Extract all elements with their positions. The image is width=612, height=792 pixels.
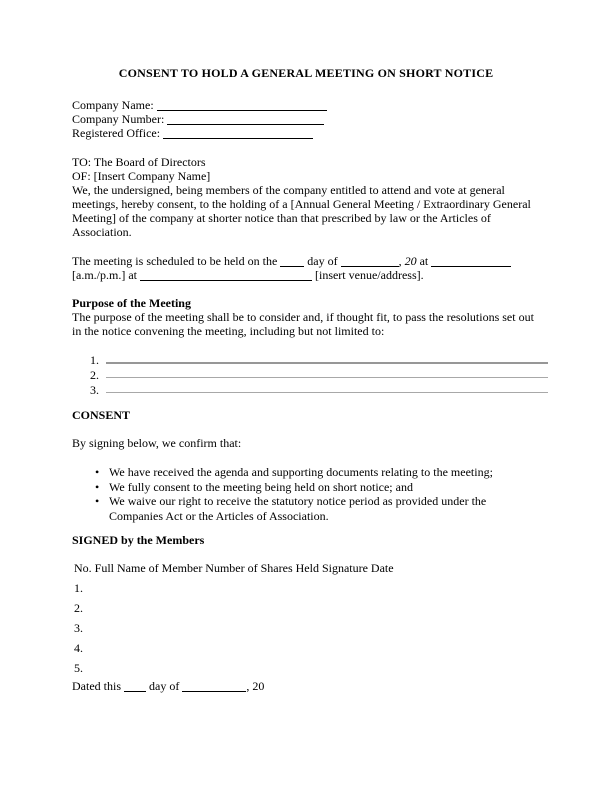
registered-office-label: Registered Office: [72,126,161,140]
dated-month-blank-line [182,679,246,692]
resolution-blank-line-3 [106,383,548,393]
consent-bullet-1-text: We have received the agenda and supporting documents relating to the meeting; [109,465,493,479]
company-name-label: Company Name: [72,98,154,112]
schedule-text-2: day of [307,254,338,268]
consent-bullet-list [72,465,540,523]
schedule-comma: , [398,254,402,268]
resolution-item-2 [90,368,548,383]
addressee-block [72,155,540,183]
company-number-blank-line [167,112,324,125]
registered-office-row [72,126,540,140]
dated-day-blank-line [124,679,146,692]
meeting-month-blank-line [341,254,399,267]
company-name-row [72,98,540,112]
schedule-text-1: The meeting is scheduled to be held on the [72,254,278,268]
members-table-rows [72,578,540,678]
meeting-day-blank-line [280,254,304,267]
resolution-number-2: 2. [90,368,99,382]
document-title: CONSENT TO HOLD A GENERAL MEETING ON SHORT NOTICE [118,66,494,80]
member-row-5: 5. [74,661,83,675]
dated-text-2: day of [149,679,180,693]
consent-declaration-paragraph: We, the undersigned, being members of the company entitled to attend and vote at general meetings, hereby consent, to the holding of a [Annual General Meeting / Extraordinary General Meeting] of the company at shorter notice than that prescribed by law or the Articles of Association. [72,183,531,239]
member-row-2: 2. [74,601,83,615]
bullet-icon: • [95,465,100,479]
meeting-venue-blank-line [140,268,312,281]
dated-line [72,679,540,693]
bullet-icon: • [95,479,100,494]
resolution-blank-line-1 [106,353,548,364]
bullet-icon: • [95,494,100,508]
signed-heading: SIGNED by the Members [72,533,205,547]
consent-intro: By signing below, we confirm that: [72,436,242,450]
consent-heading: CONSENT [72,408,131,422]
registered-office-blank-line [163,126,313,139]
member-row-3: 3. [74,621,83,635]
schedule-text-3: at [419,254,429,268]
dated-text-3: , 20 [246,679,265,693]
purpose-paragraph: The purpose of the meeting shall be to consider and, if thought fit, to pass the resolutions set out in the notice convening the meeting, including but not limited to: [72,310,534,338]
company-number-label: Company Number: [72,112,165,126]
company-details-block [72,98,540,140]
consent-bullet-2-text: We fully consent to the meeting being held on short notice; and [109,479,413,494]
addressee-to-line: TO: The Board of Directors [72,155,206,169]
consent-bullet-3 [72,494,540,523]
resolution-number-3: 3. [90,383,99,397]
purpose-heading: Purpose of the Meeting [72,296,191,310]
purpose-resolution-list [90,353,540,398]
consent-bullet-3-text: We waive our right to receive the statutory notice period as provided under the Companies Act or the Articles of Association. [109,494,487,523]
schedule-line-1 [72,254,540,268]
company-number-row [72,112,540,126]
resolution-blank-line-2 [106,368,548,378]
dated-text-1: Dated this [72,679,121,693]
schedule-text-4: [a.m./p.m.] at [72,268,137,282]
meeting-time-blank-line [431,254,511,267]
addressee-of-line: OF: [Insert Company Name] [72,169,211,183]
schedule-line-2 [72,268,540,282]
schedule-year-prefix: 20 [404,254,417,268]
resolution-item-3 [90,383,548,398]
consent-bullet-2 [72,480,540,495]
consent-bullet-1 [72,465,540,480]
company-name-blank-line [157,98,327,111]
member-row-1: 1. [74,581,83,595]
resolution-item-1 [90,353,548,368]
schedule-text-5: [insert venue/address]. [314,268,424,282]
members-table-header: No. Full Name of Member Number of Shares Held Signature Date [74,561,394,575]
schedule-block [72,254,540,282]
member-row-4: 4. [74,641,83,655]
resolution-number-1: 1. [90,353,99,367]
